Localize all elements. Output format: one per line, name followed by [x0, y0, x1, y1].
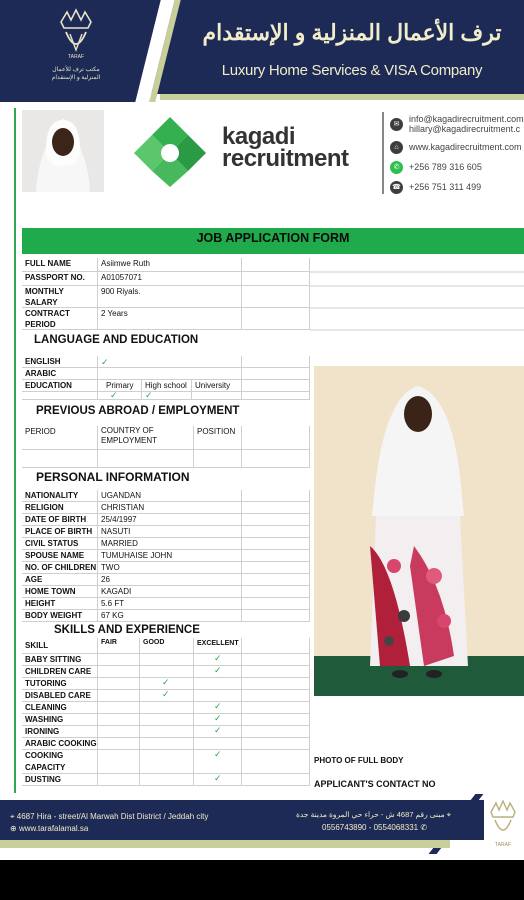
crown-logo-icon [58, 8, 94, 58]
row-empty [242, 258, 310, 272]
footer-crown-logo-icon [488, 800, 518, 854]
skill-fair-cell [98, 726, 140, 738]
table-row [22, 426, 310, 450]
row-empty [98, 450, 194, 468]
high-school-check [142, 392, 192, 400]
skill-label: CLEANING [22, 702, 98, 714]
row-empty [22, 392, 98, 400]
contact-divider [382, 112, 384, 194]
table-row [22, 490, 310, 502]
side-accent-line [14, 108, 16, 793]
row-empty [242, 638, 310, 654]
row-empty [242, 574, 310, 586]
photo-caption: PHOTO OF FULL BODY [314, 756, 404, 765]
logo-word: TARAF [67, 54, 85, 58]
globe-icon: ⊕ [10, 824, 17, 833]
home-icon: ⌂ [390, 141, 403, 154]
row-empty [242, 586, 310, 598]
row-value: NASUTI [98, 526, 242, 538]
row-value: 2 Years [98, 308, 242, 330]
row-label: PLACE OF BIRTH [22, 526, 98, 538]
row-empty [242, 562, 310, 574]
skill-fair-cell [98, 678, 140, 690]
table-row [22, 702, 310, 714]
logo-caption: مكتب ترف للأعمال المنزلية و الإستقدام [51, 67, 101, 81]
excellent-header: EXCELLENT [194, 638, 242, 654]
kagadi-logo-icon [130, 115, 210, 187]
row-value: A01057071 [98, 272, 242, 286]
table-row [22, 286, 310, 308]
row-empty [242, 450, 310, 468]
brand-name [222, 123, 349, 172]
table-row [22, 774, 310, 786]
row-empty [242, 272, 310, 286]
edu-option-university: University [192, 380, 242, 392]
portrait-photo-icon [22, 110, 104, 192]
skill-label: DISABLED CARE [22, 690, 98, 702]
email-2[interactable]: hillary@kagadirecruitment.c [409, 124, 521, 134]
fair-header: FAIR [98, 638, 140, 654]
skill-excellent-cell [194, 774, 242, 786]
language-education-heading: LANGUAGE AND EDUCATION [34, 334, 199, 346]
footer-stripe [0, 840, 450, 848]
personal-info-heading: PERSONAL INFORMATION [36, 470, 190, 484]
table-row [22, 538, 310, 550]
header-band [150, 0, 524, 94]
footer-phones-text[interactable]: 0556743890 - 0554068331 [322, 823, 419, 832]
table-row [22, 738, 310, 750]
row-value: CHRISTIAN [98, 502, 242, 514]
row-label: AGE [22, 574, 98, 586]
row-empty [242, 678, 310, 690]
check-icon: ✓ [214, 666, 222, 675]
row-empty [242, 598, 310, 610]
table-row [22, 666, 310, 678]
skill-good-cell [140, 726, 194, 738]
table-row [22, 750, 310, 774]
skill-excellent-cell [194, 690, 242, 702]
skill-fair-cell [98, 666, 140, 678]
applicant-portrait [22, 110, 104, 192]
skill-excellent-cell [194, 666, 242, 678]
skill-good-cell [140, 774, 194, 786]
page-footer [0, 800, 524, 860]
table-row [22, 586, 310, 598]
skill-good-cell [140, 738, 194, 750]
table-row [22, 526, 310, 538]
skill-fair-cell [98, 714, 140, 726]
row-value: MARRIED [98, 538, 242, 550]
good-header: GOOD [140, 638, 194, 654]
check-icon: ✓ [101, 357, 109, 367]
row-label: ENGLISH [22, 356, 98, 368]
table-row [22, 690, 310, 702]
whatsapp-contact[interactable] [390, 161, 482, 174]
check-icon: ✓ [214, 750, 222, 759]
row-value: 900 Riyals. [98, 286, 242, 308]
footer-address-ar-text: مبنى رقم 4687 ش - حراء حي المروة مدينة جدة [296, 810, 445, 819]
phone-2[interactable]: +256 751 311 499 [409, 181, 482, 192]
table-row [22, 356, 310, 368]
check-icon: ✓ [214, 774, 222, 783]
row-value: Asiimwe Ruth [98, 258, 242, 272]
row-value: KAGADI [98, 586, 242, 598]
page-header [0, 0, 524, 102]
row-value: TWO [98, 562, 242, 574]
brand-name-line1: kagadi [222, 123, 296, 150]
row-label: HOME TOWN [22, 586, 98, 598]
abroad-country-header: COUNTRY OF EMPLOYMENT [98, 426, 194, 450]
table-row [22, 514, 310, 526]
skill-label: TUTORING [22, 678, 98, 690]
row-empty [242, 356, 310, 368]
skill-good-cell [140, 690, 194, 702]
row-empty [242, 666, 310, 678]
row-empty [242, 538, 310, 550]
row-empty [242, 654, 310, 666]
row-label: NATIONALITY [22, 490, 98, 502]
check-icon: ✓ [110, 392, 118, 400]
row-empty [242, 550, 310, 562]
row-label: NO. OF CHILDREN [22, 562, 98, 574]
table-row [22, 610, 310, 622]
skill-excellent-cell [194, 726, 242, 738]
full-body-photo [314, 366, 524, 696]
skills-header-row [22, 638, 310, 654]
table-row [22, 654, 310, 666]
applicant-contact-caption: APPLICANT'S CONTACT NO [314, 779, 436, 789]
row-empty [242, 750, 310, 774]
right-column-lines [310, 258, 524, 348]
arabic-company-title: ترف الأعمال المنزلية و الإستقدام [202, 20, 502, 45]
row-empty [242, 286, 310, 308]
table-row [22, 368, 310, 380]
row-value: 5.6 FT [98, 598, 242, 610]
row-empty [242, 490, 310, 502]
skill-label: BABY SITTING [22, 654, 98, 666]
table-row [22, 598, 310, 610]
brand-name-line2: recruitment [222, 145, 349, 172]
table-row [22, 380, 310, 392]
row-label: MONTHLY SALARY [22, 286, 98, 308]
skill-label: DUSTING [22, 774, 98, 786]
row-label: CONTRACT PERIOD [22, 308, 98, 330]
skill-fair-cell [98, 774, 140, 786]
row-value: TUMUHAISE JOHN [98, 550, 242, 562]
email-1[interactable]: info@kagadirecruitment.com [409, 114, 524, 124]
row-empty [242, 426, 310, 450]
skill-excellent-cell [194, 678, 242, 690]
row-empty [242, 690, 310, 702]
row-label: RELIGION [22, 502, 98, 514]
skill-fair-cell [98, 654, 140, 666]
skill-good-cell [140, 678, 194, 690]
skill-excellent-cell [194, 702, 242, 714]
row-empty [242, 368, 310, 380]
table-row [22, 678, 310, 690]
skill-good-cell [140, 702, 194, 714]
university-check [192, 392, 242, 400]
phone-1[interactable]: +256 789 316 605 [409, 161, 482, 172]
phone-contact[interactable] [390, 181, 481, 194]
row-empty [242, 774, 310, 786]
footer-phones[interactable] [322, 823, 427, 832]
row-empty [22, 450, 98, 468]
email-contact[interactable] [390, 114, 524, 134]
table-row [22, 562, 310, 574]
check-icon: ✓ [214, 714, 222, 723]
row-empty [242, 514, 310, 526]
skill-header: SKILL [22, 638, 98, 654]
skill-label: IRONING [22, 726, 98, 738]
primary-check [98, 392, 142, 400]
row-empty [242, 308, 310, 330]
edu-option-high-school: High school [142, 380, 192, 392]
row-label: SPOUSE NAME [22, 550, 98, 562]
skill-good-cell [140, 750, 194, 774]
skill-label: ARABIC COOKING [22, 738, 98, 750]
footer-address-ar [296, 810, 451, 820]
skill-fair-cell [98, 702, 140, 714]
table-row [22, 574, 310, 586]
abroad-period-header: PERIOD [22, 426, 98, 450]
website-link[interactable]: www.kagadirecruitment.com [409, 141, 522, 152]
skill-good-cell [140, 714, 194, 726]
skill-excellent-cell [194, 714, 242, 726]
arabic-check [98, 368, 242, 380]
row-empty [242, 610, 310, 622]
table-row [22, 450, 310, 468]
location-pin-icon: ⌖ [446, 810, 451, 819]
row-empty [194, 450, 242, 468]
row-label: HEIGHT [22, 598, 98, 610]
footer-website-link[interactable]: www.tarafalamal.sa [18, 824, 89, 833]
edu-option-primary: Primary [98, 380, 142, 392]
skill-excellent-cell [194, 738, 242, 750]
row-value: 67 KG [98, 610, 242, 622]
location-pin-icon: ⌖ [10, 812, 15, 821]
skills-heading: SKILLS AND EXPERIENCE [54, 624, 200, 636]
website-contact[interactable] [390, 141, 522, 154]
skill-label: COOKING CAPACITY [22, 750, 98, 774]
check-icon: ✓ [145, 392, 153, 400]
row-label: ARABIC [22, 368, 98, 380]
row-label: BODY WEIGHT [22, 610, 98, 622]
skill-label: WASHING [22, 714, 98, 726]
row-empty [242, 526, 310, 538]
skill-fair-cell [98, 750, 140, 774]
skill-fair-cell [98, 690, 140, 702]
check-icon: ✓ [214, 726, 222, 735]
row-value: 26 [98, 574, 242, 586]
row-empty [242, 726, 310, 738]
table-row [22, 550, 310, 562]
skill-excellent-cell [194, 750, 242, 774]
row-value: UGANDAN [98, 490, 242, 502]
row-value: 25/4/1997 [98, 514, 242, 526]
skill-good-cell [140, 666, 194, 678]
row-label: FULL NAME [22, 258, 98, 272]
row-empty [242, 502, 310, 514]
form-title: JOB APPLICATION FORM [196, 231, 350, 245]
whatsapp-icon: ✆ [420, 823, 428, 832]
table-row [22, 502, 310, 514]
row-empty [242, 392, 310, 400]
row-label: CIVIL STATUS [22, 538, 98, 550]
check-icon: ✓ [162, 678, 170, 687]
row-label: EDUCATION [22, 380, 98, 392]
check-icon: ✓ [214, 702, 222, 711]
table-row [22, 392, 310, 400]
table-row [22, 308, 310, 330]
footer-website[interactable] [10, 824, 88, 833]
check-icon: ✓ [162, 690, 170, 699]
phone-icon: ☎ [390, 181, 403, 194]
english-check [98, 356, 242, 368]
skill-excellent-cell [194, 654, 242, 666]
english-company-title: Luxury Home Services & VISA Company [221, 62, 483, 79]
table-row [22, 272, 310, 286]
table-row [22, 714, 310, 726]
header-bottom-stripe [160, 94, 524, 100]
footer-logo-word: TARAF [494, 842, 512, 848]
skill-good-cell [140, 654, 194, 666]
bottom-black-bar [0, 860, 524, 900]
row-label: DATE OF BIRTH [22, 514, 98, 526]
table-row [22, 726, 310, 738]
skill-fair-cell [98, 738, 140, 750]
row-empty [242, 714, 310, 726]
footer-address [10, 812, 208, 822]
check-icon: ✓ [214, 654, 222, 663]
full-body-photo-icon [314, 366, 524, 696]
row-empty [242, 702, 310, 714]
table-row [22, 258, 310, 272]
abroad-position-header: POSITION [194, 426, 242, 450]
skill-label: CHILDREN CARE [22, 666, 98, 678]
mail-icon: ✉ [390, 118, 403, 131]
row-empty [242, 380, 310, 392]
previous-abroad-heading: PREVIOUS ABROAD / EMPLOYMENT [36, 405, 240, 417]
whatsapp-icon: ✆ [390, 161, 403, 174]
row-label: PASSPORT NO. [22, 272, 98, 286]
footer-address-en: 4687 Hira - street/Al Marwah Dist District / Jeddah city [16, 812, 209, 821]
row-empty [242, 738, 310, 750]
